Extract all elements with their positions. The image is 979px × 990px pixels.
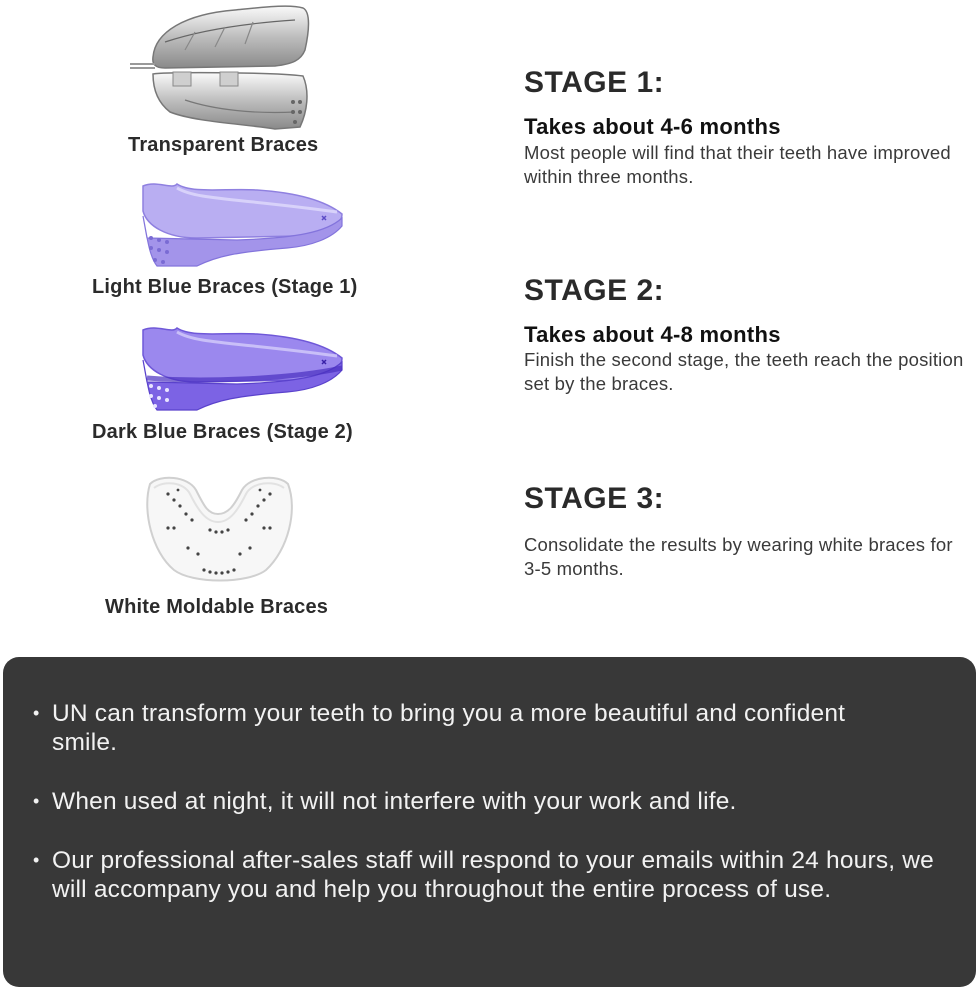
stage-2-description: Finish the second stage, the teeth reach the position set by the braces. (524, 349, 964, 394)
product-label: White Moldable Braces (105, 596, 329, 618)
info-box (3, 657, 976, 987)
stage-1-title: STAGE 1: (524, 66, 665, 99)
bullet-dot: • (33, 791, 40, 811)
info-bullet (33, 699, 953, 757)
product-label: Dark Blue Braces (Stage 2) (92, 421, 353, 443)
light-blue-braces-image (137, 176, 347, 270)
stage-2-duration: Takes about 4-8 months (524, 322, 781, 347)
bullet-text: When used at night, it will not interfere with your work and life. (52, 788, 737, 815)
stage-2-title: STAGE 2: (524, 274, 665, 307)
product-label: Transparent Braces (128, 134, 319, 156)
stage-1-duration: Takes about 4-6 months (524, 114, 781, 139)
bullet-dot: • (33, 850, 40, 870)
product-label: Light Blue Braces (Stage 1) (92, 276, 358, 298)
bullet-dot: • (33, 703, 40, 723)
stage-1-description: Most people will find that their teeth have improved within three months. (524, 142, 951, 187)
bullet-text: UN can transform your teeth to bring you a more beautiful and confident smile. (52, 700, 846, 756)
info-bullet (33, 787, 953, 816)
info-bullet (33, 846, 953, 904)
white-braces-image (138, 470, 300, 586)
stage-3-title: STAGE 3: (524, 482, 665, 515)
stage-3-description: Consolidate the results by wearing white braces for 3-5 months. (524, 534, 953, 579)
dark-blue-braces-image (137, 320, 347, 414)
bullet-text: Our professional after-sales staff will respond to your emails within 24 hours, we will accompany you and help you throughout the entire process of use. (52, 847, 935, 903)
transparent-braces-image (125, 2, 315, 134)
